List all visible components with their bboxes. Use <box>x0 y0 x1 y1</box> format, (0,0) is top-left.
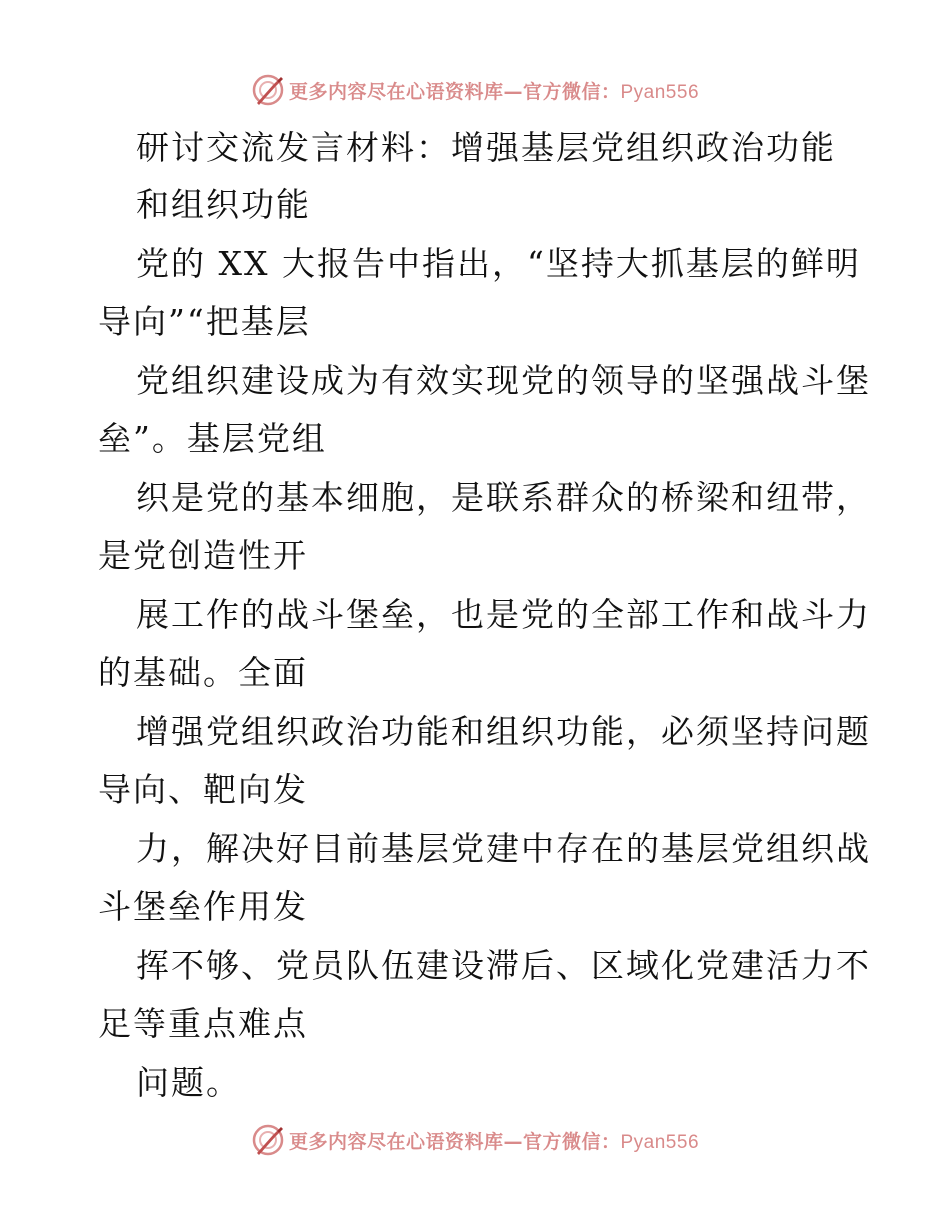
paragraph-line: 导向、靶向发 <box>98 770 308 809</box>
paragraph-line: 的基础。全面 <box>98 653 308 692</box>
paragraph-line: 是党创造性开 <box>98 536 308 575</box>
paragraph-line: 力，解决好目前基层党建中存在的基层党组织战 <box>136 829 871 868</box>
title-line-1: 研讨交流发言材料：增强基层党组织政治功能 <box>136 128 836 167</box>
pen-logo-icon <box>251 73 285 107</box>
footer-watermark <box>0 1122 950 1158</box>
paragraph-line: 问题。 <box>136 1063 241 1102</box>
paragraph-line: 挥不够、党员队伍建设滞后、区域化党建活力不 <box>136 946 871 985</box>
paragraph-line: 导向”“把基层 <box>98 302 311 341</box>
paragraph-line: 斗堡垒作用发 <box>98 887 308 926</box>
paragraph-line: 足等重点难点 <box>98 1004 308 1043</box>
paragraph-line: 垒”。基层党组 <box>98 419 327 458</box>
paragraph-line: 展工作的战斗堡垒，也是党的全部工作和战斗力 <box>136 595 871 634</box>
watermark-text: 更多内容尽在心语资料库—官方微信：Pyan556 <box>288 1130 700 1153</box>
paragraph-line: 增强党组织政治功能和组织功能，必须坚持问题 <box>136 712 871 751</box>
title-line-2: 和组织功能 <box>136 185 311 224</box>
paragraph-line: 党组织建设成为有效实现党的领导的坚强战斗堡 <box>136 361 871 400</box>
header-watermark <box>0 72 950 108</box>
watermark-text: 更多内容尽在心语资料库—官方微信：Pyan556 <box>288 80 700 103</box>
paragraph-line: 党的 XX 大报告中指出，“坚持大抓基层的鲜明 <box>136 244 861 283</box>
pen-logo-icon <box>251 1123 285 1157</box>
paragraph-line: 织是党的基本细胞，是联系群众的桥梁和纽带， <box>136 478 871 517</box>
